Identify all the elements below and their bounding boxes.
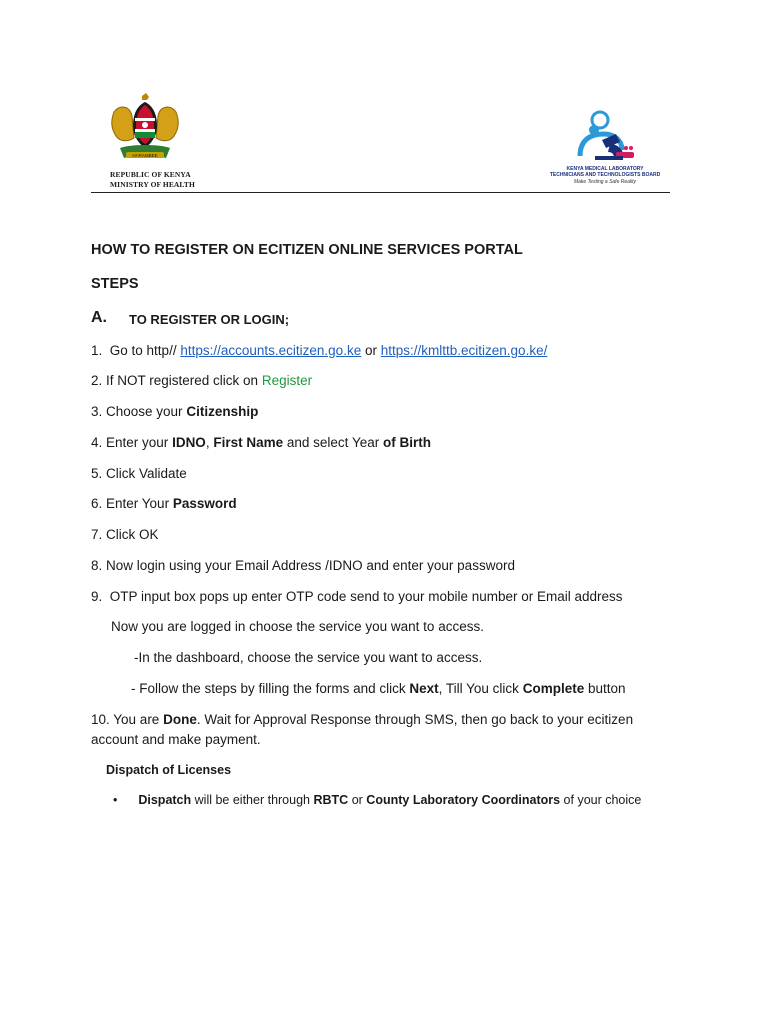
step-7: 7. Click OK: [91, 527, 159, 542]
board-name-line: KENYA MEDICAL LABORATORY: [566, 166, 644, 172]
step-number: 1.: [91, 343, 103, 358]
step-emphasis: Next: [409, 681, 439, 696]
kmlttb-logo-icon: [540, 110, 670, 194]
register-link[interactable]: Register: [261, 373, 313, 388]
board-tagline: Make Testing a Safe Reality: [573, 179, 637, 185]
step-6: [91, 495, 237, 513]
step-text: 6. Enter Your: [91, 496, 170, 511]
ministry-caption: [110, 170, 195, 190]
step-text: 4. Enter your: [91, 435, 169, 450]
step-5: 5. Click Validate: [91, 466, 187, 481]
section-letter: A.: [91, 309, 107, 326]
step-9: 9. OTP input box pops up enter OTP code send to your mobile number or Email address: [91, 589, 623, 604]
svg-text:HARAMBEE: HARAMBEE: [132, 153, 158, 158]
steps-heading: STEPS: [91, 276, 139, 292]
step-text: or: [351, 793, 363, 807]
section-heading: TO REGISTER OR LOGIN;: [129, 312, 290, 327]
dispatch-bullet-item: [113, 791, 641, 809]
step-emphasis: Complete: [522, 681, 585, 696]
step-text: . Wait for Approval Response through SMS, then go back to your ecitizen: [196, 712, 634, 727]
caption-line: REPUBLIC OF KENYA: [110, 170, 191, 179]
step-10-continued: account and make payment.: [91, 732, 261, 747]
step-text: Go to http//: [109, 343, 177, 358]
step-emphasis: First Name: [213, 435, 284, 450]
step-emphasis: RBTC: [313, 793, 349, 807]
step-emphasis: of Birth: [382, 435, 431, 450]
step-text: , Till You click: [438, 681, 519, 696]
step-emphasis: Citizenship: [186, 404, 259, 419]
step-8: 8. Now login using your Email Address /IDNO and enter your password: [91, 558, 515, 573]
step-text: or: [364, 343, 377, 358]
step-10: [91, 711, 633, 729]
dispatch-heading: Dispatch of Licenses: [106, 763, 232, 777]
step-9-substep: -In the dashboard, choose the service you want to access.: [134, 650, 483, 665]
step-text: and select Year: [286, 435, 380, 450]
step-2: [91, 372, 312, 390]
step-4: [91, 434, 431, 452]
step-emphasis: Done: [163, 712, 197, 727]
step-9-substep: [131, 680, 626, 698]
step-text: 3. Choose your: [91, 404, 183, 419]
step-emphasis: County Laboratory Coordinators: [366, 793, 561, 807]
step-text: - Follow the steps by filling the forms and click: [131, 681, 406, 696]
header-divider: [91, 192, 670, 193]
bullet-icon: •: [113, 793, 118, 807]
board-name-line: TECHNICIANS AND TECHNOLOGISTS BOARD: [549, 172, 661, 178]
step-text: 10. You are: [91, 712, 160, 727]
page-title: HOW TO REGISTER ON ECITIZEN ONLINE SERVICES PORTAL: [91, 242, 523, 258]
step-9-note: Now you are logged in choose the service you want to access.: [111, 619, 484, 634]
kmlttb-ecitizen-link[interactable]: https://kmlttb.ecitizen.go.ke/: [380, 343, 548, 358]
step-text: will be either through: [194, 793, 310, 807]
step-text: ,: [205, 435, 210, 450]
step-text: button: [587, 681, 626, 696]
step-emphasis: Password: [172, 496, 237, 511]
step-emphasis: IDNO: [172, 435, 206, 450]
step-text: 2. If NOT registered click on: [91, 373, 259, 388]
accounts-ecitizen-link[interactable]: https://accounts.ecitizen.go.ke: [180, 343, 362, 358]
step-1: [91, 342, 547, 360]
step-emphasis: Dispatch: [138, 793, 192, 807]
caption-line: MINISTRY OF HEALTH: [110, 180, 195, 189]
step-text: of your choice: [563, 793, 642, 807]
kenya-coat-of-arms-icon: [108, 92, 182, 168]
step-3: [91, 403, 258, 421]
